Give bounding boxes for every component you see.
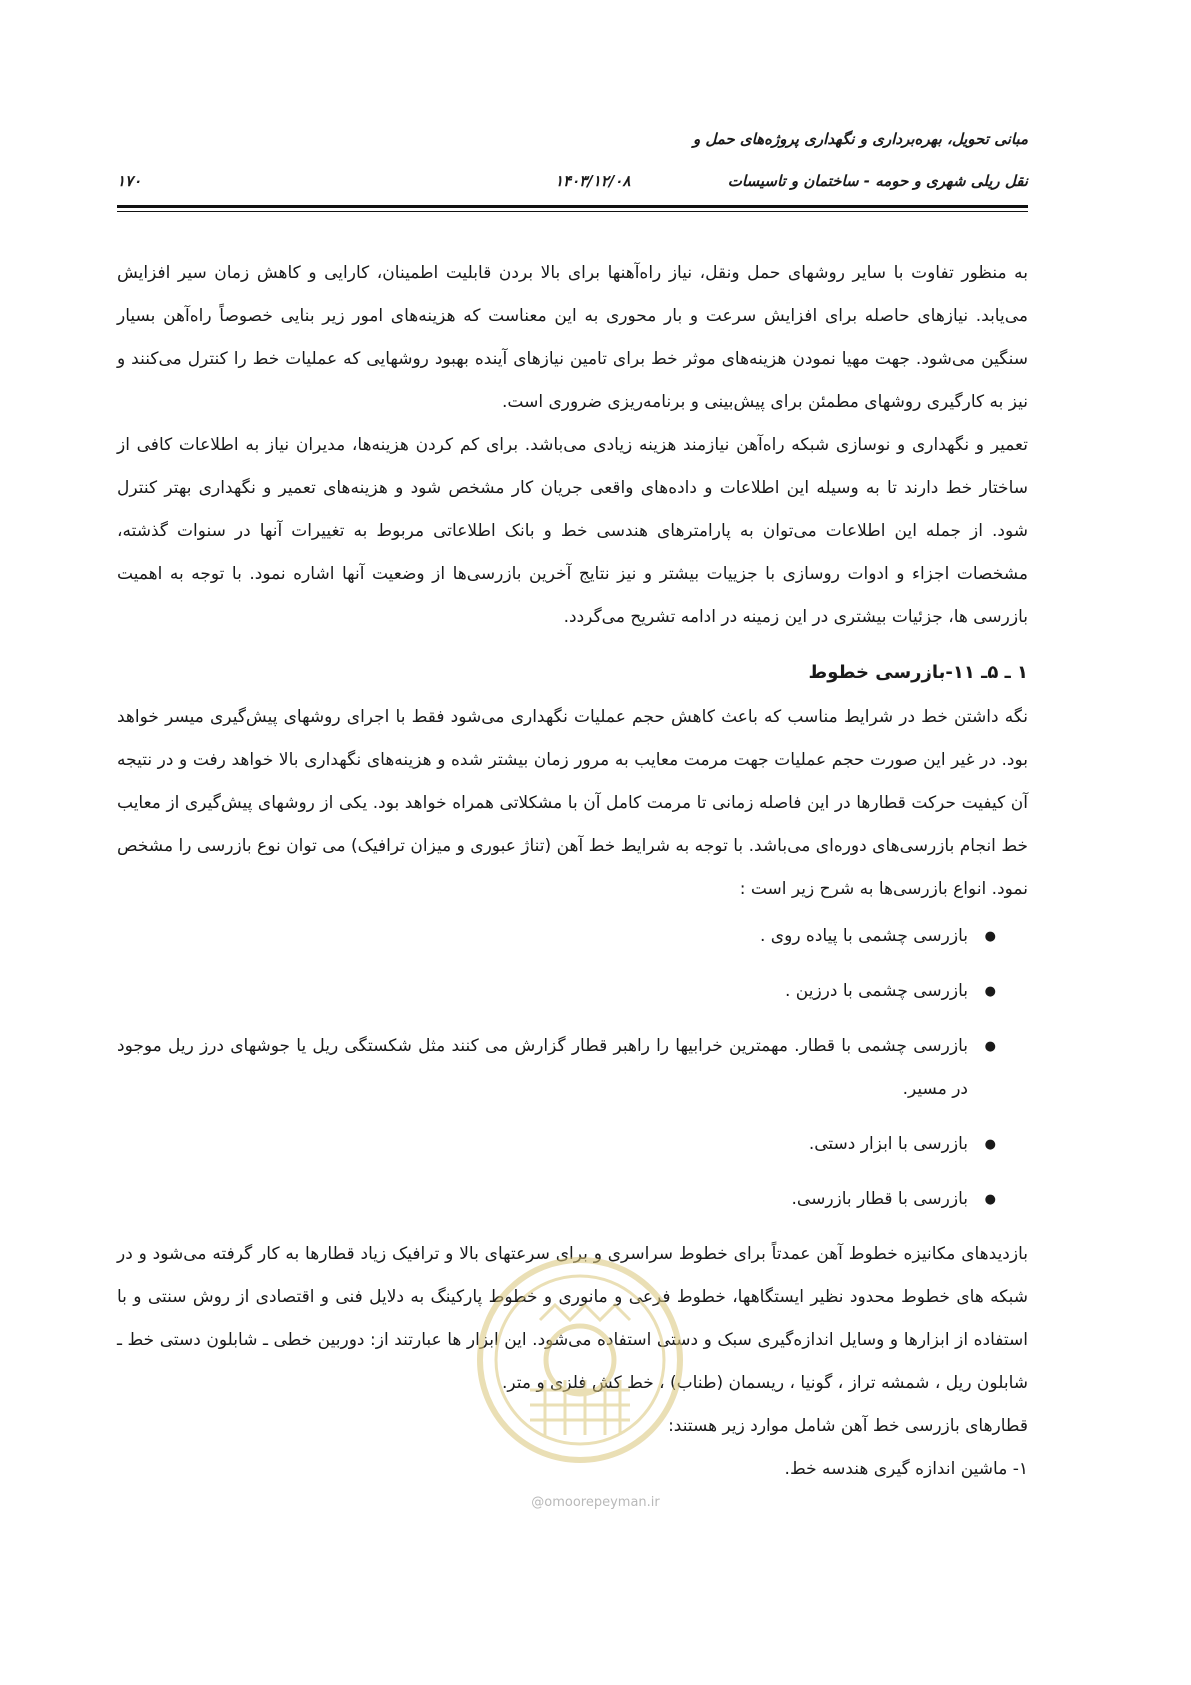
list-item: ● بازرسی چشمی با پیاده روی . — [117, 915, 968, 958]
header-line2 — [117, 172, 1028, 196]
paragraph-intro: به منظور تفاوت با سایر روشهای حمل ونقل، نیاز راه‌آهنها برای بالا بردن قابلیت اطمینان، کارایی و کاهش زمان سیر افزایش می‌یابد. نیازهای حاصله برای افزایش سرعت و بار محوری به این معناست که هزینه‌های امور زیر بنایی خصوصاً راه‌آهن بسیار سنگین می‌شود. جهت مهیا نمودن هزینه‌های موثر خط برای تامین نیازهای آینده بهبود روشهایی که عملیات خط را کنترل می‌کنند و نیز به کارگیری روشهای مطمئن برای پیش‌بینی و برنامه‌ریزی ضروری است. — [117, 263, 1028, 412]
header-rule-thick — [117, 205, 1028, 208]
list-item: ● بازرسی چشمی با درزین . — [117, 970, 968, 1013]
list-item: ● بازرسی چشمی با قطار. مهمترین خرابیها را راهبر قطار گزارش می کنند مثل شکستگی ریل یا جوشهای درز ریل موجود در مسیر. — [117, 1025, 968, 1111]
paragraph-inspection-trains: قطارهای بازرسی خط آهن شامل موارد زیر هستند: — [668, 1416, 1028, 1436]
header-date: ۱۴۰۳/۱۲/۰۸ — [555, 172, 631, 190]
page-number: ۱۷۰ — [117, 172, 142, 190]
list-item: ● بازرسی با ابزار دستی. — [117, 1123, 968, 1166]
header-rule-thin — [117, 211, 1028, 212]
list-item: ● بازرسی با قطار بازرسی. — [117, 1178, 968, 1221]
section-title: ۱ ـ ۵ـ ۱۱-بازرسی خطوط — [808, 662, 1028, 683]
page-header — [117, 120, 1028, 215]
watermark-text: @omoorepeyman.ir — [531, 1495, 660, 1510]
inspection-types-list — [117, 915, 1028, 1221]
header-title-line2: نقل ریلی شهری و حومه - ساختمان و تاسیسات — [727, 172, 1028, 190]
paragraph-geometry-machine: ۱- ماشین اندازه گیری هندسه خط. — [784, 1459, 1028, 1479]
paragraph-mechanized: بازدیدهای مکانیزه خطوط آهن عمدتاً برای خطوط سراسری و برای سرعتهای بالا و ترافیک زیاد قطارها به کار گرفته می‌شود و در شبکه های خطوط محدود نظیر ایستگاهها، خطوط فرعی و مانوری و خطوط پارکینگ به دلایل فنی و اقتصادی از روش سنتی و با استفاده از ابزارها و وسایل اندازه‌گیری سبک و دستی استفاده می‌شود. این ابزار ها عبارتند از: دوربین خطی ـ شابلون دستی خط ـ شابلون ریل ، شمشه تراز ، گونیا ، ریسمان (طناب) ، خط کش فلزی و متر. — [117, 1244, 1028, 1393]
document-body — [117, 252, 1028, 1491]
paragraph-maintenance: تعمیر و نگهداری و نوسازی شبکه راه‌آهن نیازمند هزینه زیادی می‌باشد. برای کم کردن هزینه‌ها، مدیران نیاز به اطلاعات کافی از ساختار خط دارند تا به وسیله این اطلاعات و داده‌های واقعی جریان کار مشخص شود و هزینه‌های تعمیر و نگهداری بهتر کنترل شود. از جمله این اطلاعات می‌توان به پارامترهای هندسی خط و بانک اطلاعاتی مربوط به تغییرات آنها در سنوات گذشته، مشخصات اجزاء و ادوات روسازی با جزییات بیشتر و نیز نتایج آخرین بازرسی‌ها از وضعیت آنها اشاره نمود. با توجه به اهمیت بازرسی ها، جزئیات بیشتری در این زمینه در ادامه تشریح می‌گردد. — [117, 435, 1028, 627]
paragraph-inspection: نگه داشتن خط در شرایط مناسب که باعث کاهش حجم عملیات نگهداری می‌شود فقط با اجرای روشهای پیش‌گیری میسر خواهد بود. در غیر این صورت حجم عملیات جهت مرمت معایب به مرور زمان بیشتر شده و هزینه‌های نگهداری بالا خواهد رفت و در نتیجه آن کیفیت حرکت قطارها در این فاصله زمانی تا مرمت کامل آن با مشکلاتی همراه خواهد بود. یکی از روشهای پیش‌گیری از معایب خط انجام بازرسی‌های دوره‌ای می‌باشد. با توجه به شرایط خط آهن (تناژ عبوری و میزان ترافیک) می توان نوع بازرسی را مشخص نمود. انواع بازرسی‌ها به شرح زیر است : — [117, 707, 1028, 899]
header-title-line1: مبانی تحویل، بهره‌برداری و نگهداری پروژه‌های حمل و — [692, 130, 1028, 148]
